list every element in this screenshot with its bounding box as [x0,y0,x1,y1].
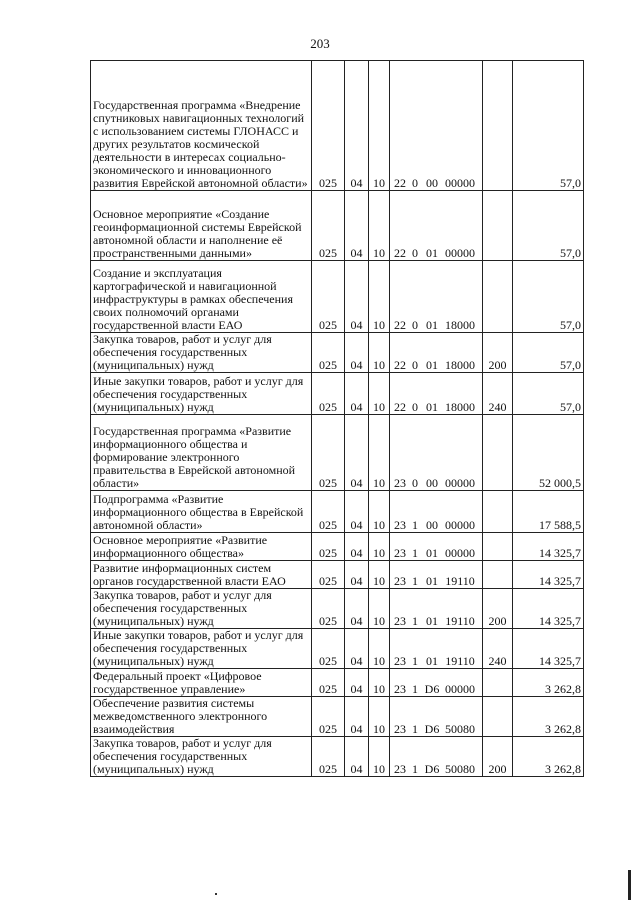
article-program: 23 [394,574,406,588]
article-subprogram: 1 [412,614,418,628]
article-direction: 00000 [445,682,475,696]
table-row [91,261,584,333]
article-subprogram: 0 [412,358,418,372]
article-direction: 50080 [445,722,475,736]
article-program: 22 [394,246,406,260]
article-subprogram: 1 [412,546,418,560]
expense-type-code [483,191,513,261]
article-direction: 00000 [445,246,475,260]
expense-type-code [483,697,513,737]
article-program: 23 [394,762,406,776]
row-name: Обеспечение развития системы межведомственного электронного взаимодействия [91,697,312,737]
article-event: 01 [426,614,438,628]
budget-table [90,60,584,777]
article-direction: 19110 [445,654,475,668]
expense-type-code: 240 [483,629,513,669]
page-number: 203 [310,36,330,51]
target-article-code [390,737,483,777]
article-direction: 18000 [445,318,475,332]
row-name: Закупка товаров, работ и услуг для обеспечения государственных (муниципальных) нужд [91,589,312,629]
ministry-code: 025 [312,333,345,373]
section-code: 04 [345,491,369,533]
section-code: 04 [345,191,369,261]
ministry-code: 025 [312,561,345,589]
amount: 57,0 [513,61,584,191]
target-article-code [390,561,483,589]
article-subprogram: 1 [412,654,418,668]
article-direction: 18000 [445,358,475,372]
amount: 14 325,7 [513,629,584,669]
article-event: 00 [426,518,438,532]
subsection-code: 10 [369,261,390,333]
subsection-code: 10 [369,697,390,737]
article-event: 01 [426,654,438,668]
expense-type-code [483,61,513,191]
section-code: 04 [345,561,369,589]
article-event: 01 [426,546,438,560]
table-row [91,333,584,373]
article-subprogram: 0 [412,400,418,414]
target-article-code [390,589,483,629]
section-code: 04 [345,415,369,491]
expense-type-code: 200 [483,589,513,629]
subsection-code: 10 [369,373,390,415]
article-program: 23 [394,654,406,668]
subsection-code: 10 [369,333,390,373]
article-subprogram: 1 [412,574,418,588]
target-article-code [390,629,483,669]
subsection-code: 10 [369,491,390,533]
row-name: Закупка товаров, работ и услуг для обеспечения государственных (муниципальных) нужд [91,737,312,777]
article-subprogram: 0 [412,246,418,260]
amount: 57,0 [513,191,584,261]
subsection-code: 10 [369,669,390,697]
table-row [91,737,584,777]
article-program: 23 [394,476,406,490]
amount: 3 262,8 [513,669,584,697]
ministry-code: 025 [312,697,345,737]
expense-type-code: 200 [483,737,513,777]
article-program: 23 [394,546,406,560]
article-subprogram: 1 [412,722,418,736]
article-event: 01 [426,318,438,332]
table-row [91,561,584,589]
ministry-code: 025 [312,533,345,561]
article-direction: 00000 [445,546,475,560]
article-event: D6 [424,682,440,696]
target-article-code [390,373,483,415]
amount: 17 588,5 [513,491,584,533]
ministry-code: 025 [312,415,345,491]
target-article-code [390,61,483,191]
expense-type-code [483,415,513,491]
amount: 57,0 [513,261,584,333]
edge-scan-mark [628,870,631,900]
article-direction: 00000 [445,518,475,532]
section-code: 04 [345,533,369,561]
amount: 3 262,8 [513,697,584,737]
article-event: 01 [426,400,438,414]
amount: 14 325,7 [513,533,584,561]
article-direction: 00000 [445,176,475,190]
article-subprogram: 1 [412,518,418,532]
amount: 3 262,8 [513,737,584,777]
subsection-code: 10 [369,589,390,629]
expense-type-code: 240 [483,373,513,415]
row-name: Государственная программа «Развитие информационного общества и формирование электронного правительства в Еврейской автономной области» [91,415,312,491]
row-name: Иные закупки товаров, работ и услуг для обеспечения государственных (муниципальных) нужд [91,373,312,415]
subsection-code: 10 [369,61,390,191]
article-program: 22 [394,400,406,414]
section-code: 04 [345,61,369,191]
article-event: 00 [426,176,438,190]
target-article-code [390,697,483,737]
row-name: Государственная программа «Внедрение спутниковых навигационных технологий с использованием системы ГЛОНАСС и других результатов космической деятельности в интересах социально-экономического и инновационного развития Еврейской автономной области» [91,61,312,191]
amount: 14 325,7 [513,561,584,589]
ministry-code: 025 [312,629,345,669]
section-code: 04 [345,737,369,777]
article-subprogram: 0 [412,176,418,190]
table-row [91,697,584,737]
expense-type-code [483,561,513,589]
target-article-code [390,333,483,373]
article-event: 00 [426,476,438,490]
expense-type-code [483,491,513,533]
expense-type-code [483,261,513,333]
target-article-code [390,491,483,533]
section-code: 04 [345,629,369,669]
row-name: Иные закупки товаров, работ и услуг для обеспечения государственных (муниципальных) нужд [91,629,312,669]
table-row [91,589,584,629]
target-article-code [390,669,483,697]
ministry-code: 025 [312,61,345,191]
section-code: 04 [345,261,369,333]
ministry-code: 025 [312,589,345,629]
table-row [91,61,584,191]
target-article-code [390,261,483,333]
section-code: 04 [345,589,369,629]
article-direction: 19110 [445,614,475,628]
ministry-code: 025 [312,491,345,533]
article-subprogram: 1 [412,762,418,776]
row-name: Подпрограмма «Развитие информационного общества в Еврейской автономной области» [91,491,312,533]
table-body [91,61,584,777]
article-subprogram: 0 [412,318,418,332]
article-event: 01 [426,358,438,372]
table-row [91,629,584,669]
row-name: Создание и эксплуатация картографической и навигационной инфраструктуры в рамках обеспечения своих полномочий органами государственной власти ЕАО [91,261,312,333]
article-event: 01 [426,246,438,260]
row-name: Закупка товаров, работ и услуг для обеспечения государственных (муниципальных) нужд [91,333,312,373]
subsection-code: 10 [369,191,390,261]
table-row [91,669,584,697]
expense-type-code [483,669,513,697]
subsection-code: 10 [369,561,390,589]
subsection-code: 10 [369,737,390,777]
row-name: Развитие информационных систем органов государственной власти ЕАО [91,561,312,589]
amount: 57,0 [513,333,584,373]
amount: 57,0 [513,373,584,415]
article-direction: 00000 [445,476,475,490]
section-code: 04 [345,333,369,373]
ministry-code: 025 [312,261,345,333]
subsection-code: 10 [369,415,390,491]
table-row [91,373,584,415]
expense-type-code: 200 [483,333,513,373]
article-direction: 19110 [445,574,475,588]
table-row [91,533,584,561]
row-name: Основное мероприятие «Развитие информационного общества» [91,533,312,561]
ministry-code: 025 [312,737,345,777]
table-row [91,415,584,491]
article-program: 22 [394,318,406,332]
expense-type-code [483,533,513,561]
amount: 52 000,5 [513,415,584,491]
article-direction: 50080 [445,762,475,776]
subsection-code: 10 [369,533,390,561]
page-speck [215,893,217,895]
ministry-code: 025 [312,191,345,261]
article-program: 22 [394,358,406,372]
section-code: 04 [345,373,369,415]
target-article-code [390,415,483,491]
article-direction: 18000 [445,400,475,414]
subsection-code: 10 [369,629,390,669]
section-code: 04 [345,697,369,737]
row-name: Основное мероприятие «Создание геоинформационной системы Еврейской автономной области и наполнение её пространственными данными» [91,191,312,261]
row-name: Федеральный проект «Цифровое государственное управление» [91,669,312,697]
ministry-code: 025 [312,669,345,697]
article-event: D6 [424,762,440,776]
article-program: 23 [394,722,406,736]
article-program: 22 [394,176,406,190]
article-event: 01 [426,574,438,588]
article-subprogram: 1 [412,682,418,696]
ministry-code: 025 [312,373,345,415]
target-article-code [390,191,483,261]
article-program: 23 [394,682,406,696]
section-code: 04 [345,669,369,697]
amount: 14 325,7 [513,589,584,629]
article-program: 23 [394,614,406,628]
table-row [91,191,584,261]
article-program: 23 [394,518,406,532]
article-subprogram: 0 [412,476,418,490]
article-event: D6 [424,722,440,736]
target-article-code [390,533,483,561]
table-row [91,491,584,533]
